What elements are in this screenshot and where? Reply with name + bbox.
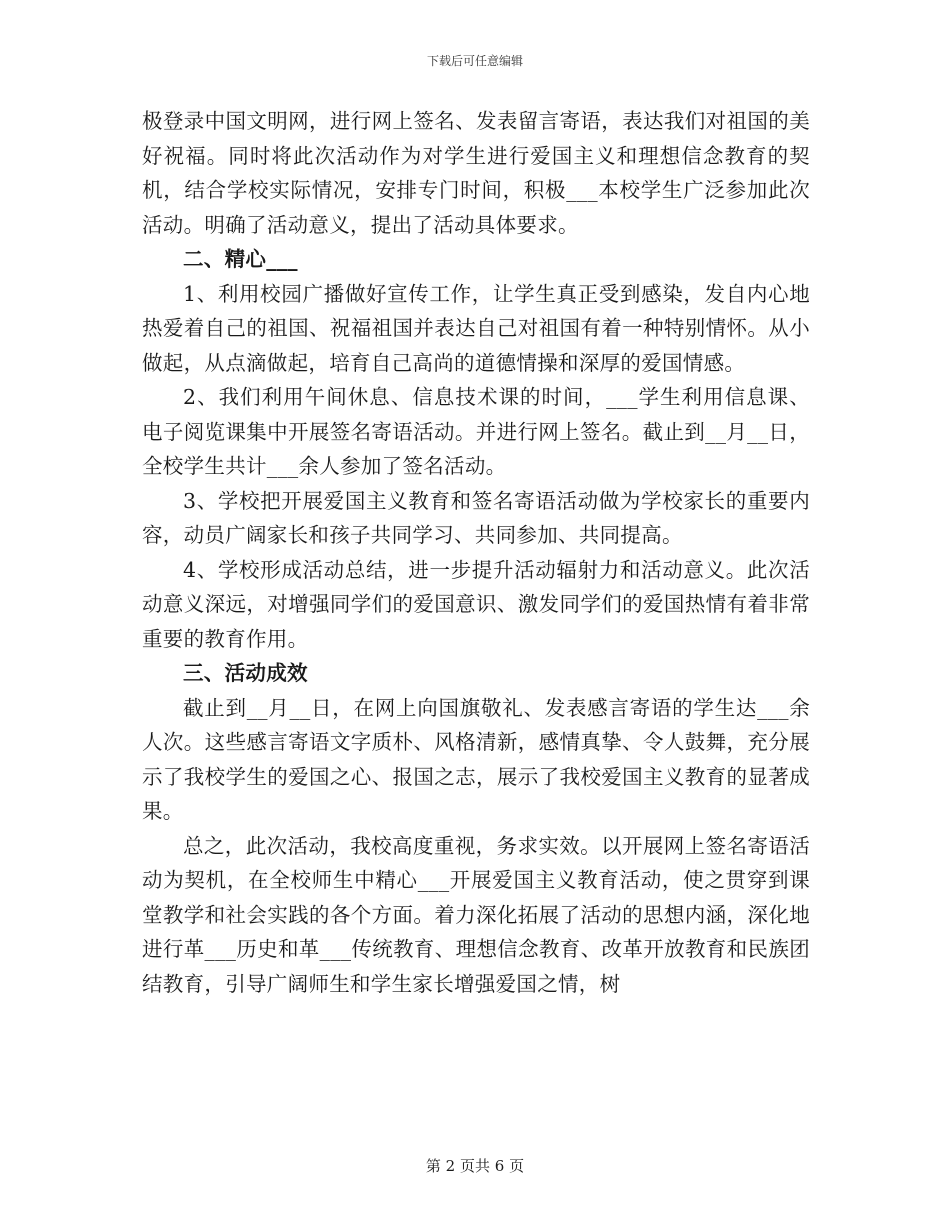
paragraph-6: 截止到__月__日，在网上向国旗敬礼、发表感言寄语的学生达___余人次。这些感言寄语文字质朴、风格清新，感情真挚、令人鼓舞，充分展示了我校学生的爱国之心、报国之志，展示了我校爱国主义教育的显著成果。 bbox=[142, 695, 810, 823]
paragraph-7: 总之，此次活动，我校高度重视，务求实效。以开展网上签名寄语活动为契机，在全校师生中精心___开展爱国主义教育活动，使之贯穿到课堂教学和社会实践的各个方面。着力深化拓展了活动的思想内涵，深化地进行革___历史和革___传统教育、理想信念教育、改革开放教育和民族团结教育，引导广阔师生和学生家长增强爱国之情，树 bbox=[142, 833, 810, 996]
section-heading-3: 三、活动成效 bbox=[183, 661, 308, 685]
paragraph-3: 2、我们利用午间休息、信息技术课的时间，___学生利用信息课、电子阅览课集中开展签名寄语活动。并进行网上签名。截止到__月__日，全校学生共计___余人参加了签名活动。 bbox=[142, 385, 810, 478]
section-heading-2: 二、精心___ bbox=[183, 247, 298, 271]
page-header: 下载后可任意编辑 bbox=[426, 54, 523, 68]
paragraph-5: 4、学校形成活动总结，进一步提升活动辐射力和活动意义。此次活动意义深远，对增强同学们的爱国意识、激发同学们的爱国热情有着非常重要的教育作用。 bbox=[142, 557, 810, 651]
paragraph-2: 1、利用校园广播做好宣传工作，让学生真正受到感染，发自内心地热爱着自己的祖国、祝福祖国并表达自己对祖国有着一种特别情怀。从小做起，从点滴做起，培育自己高尚的道德情操和深厚的爱国情感。 bbox=[142, 281, 810, 375]
document-body bbox=[142, 104, 810, 1001]
paragraph-4: 3、学校把开展爱国主义教育和签名寄语活动做为学校家长的重要内容，动员广阔家长和孩子共同学习、共同参加、共同提高。 bbox=[142, 488, 810, 547]
paragraph-1: 极登录中国文明网，进行网上签名、发表留言寄语，表达我们对祖国的美好祝福。同时将此次活动作为对学生进行爱国主义和理想信念教育的契机，结合学校实际情况，安排专门时间，积极___本校学生广泛参加此次活动。明确了活动意义，提出了活动具体要求。 bbox=[142, 109, 810, 237]
page-footer: 第 2 页共 6 页 bbox=[425, 1157, 525, 1175]
